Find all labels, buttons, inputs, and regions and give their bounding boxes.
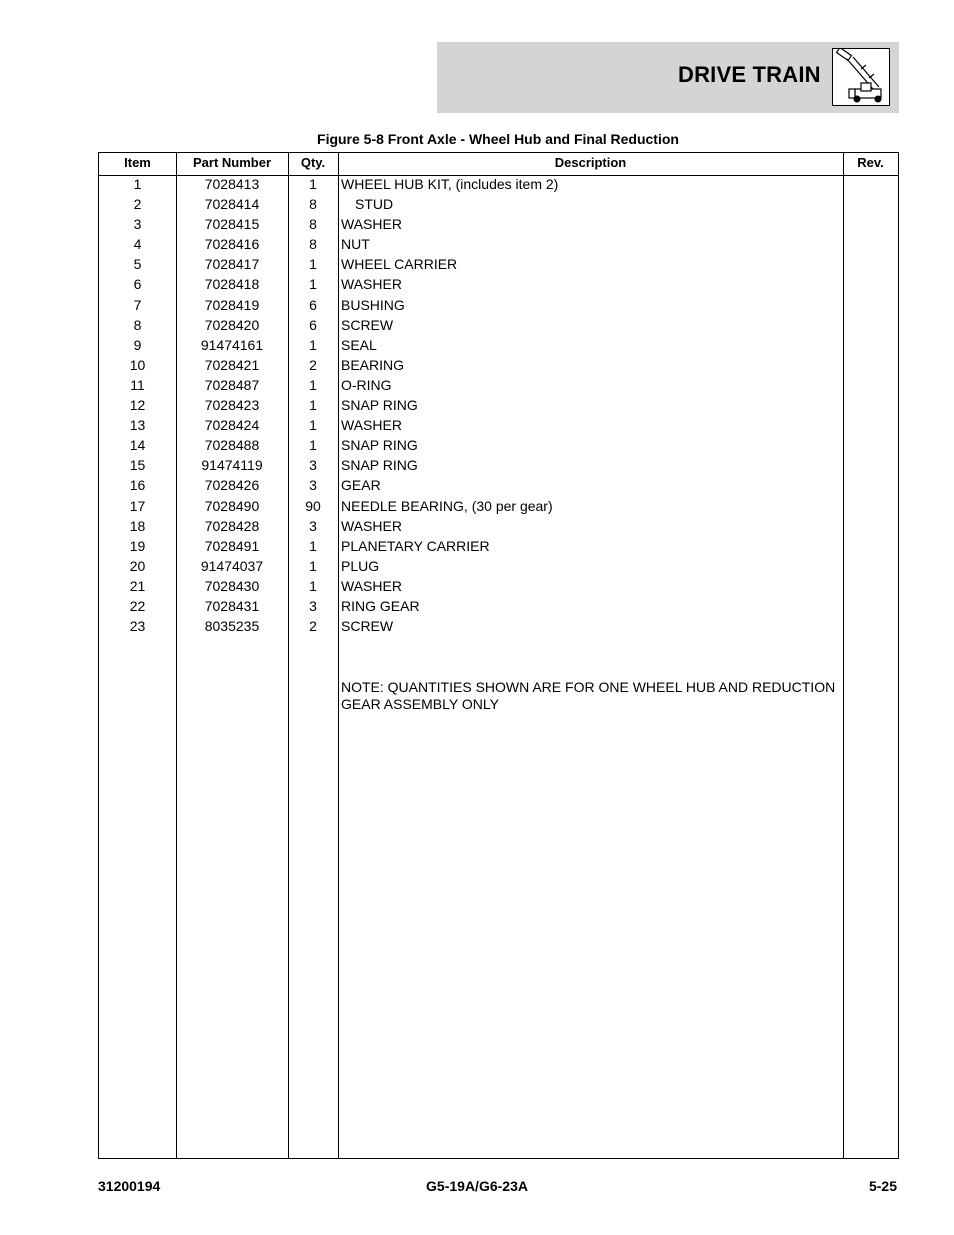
- table-row: [99, 216, 898, 236]
- description-cell: SNAP RING: [341, 437, 418, 454]
- description-cell: GEAR: [341, 477, 381, 494]
- item-cell: 4: [133, 236, 142, 253]
- item-cell: 7: [133, 296, 142, 313]
- description-cell: PLANETARY CARRIER: [341, 537, 490, 554]
- description-cell: SEAL: [341, 336, 377, 353]
- qty-cell: 3: [309, 457, 317, 474]
- part-number-cell: 7028421: [204, 356, 260, 373]
- header-rev: Rev.: [857, 155, 884, 170]
- part-number-cell: 7028415: [204, 216, 260, 233]
- part-number-cell: 7028414: [204, 196, 260, 213]
- item-cell: 18: [129, 517, 146, 534]
- table-row: [99, 256, 898, 276]
- item-cell: 23: [129, 618, 146, 635]
- qty-cell: 2: [309, 618, 317, 635]
- section-title: DRIVE TRAIN: [678, 62, 821, 87]
- description-cell: SCREW: [341, 316, 394, 333]
- table-row: [99, 236, 898, 256]
- part-number-cell: 8035235: [204, 618, 260, 635]
- item-cell: 20: [129, 557, 146, 574]
- table-note: [341, 679, 841, 713]
- description-cell: SNAP RING: [341, 397, 418, 414]
- item-cell: 13: [129, 417, 146, 434]
- item-cell: 3: [133, 216, 142, 233]
- qty-cell: 90: [305, 497, 321, 514]
- part-number-cell: 7028487: [204, 376, 260, 393]
- part-number-cell: 7028424: [204, 417, 260, 434]
- model-number: G5-19A/G6-23A: [426, 1178, 528, 1194]
- doc-number: 31200194: [98, 1178, 161, 1194]
- qty-cell: 1: [309, 417, 317, 434]
- item-cell: 10: [129, 356, 146, 373]
- description-cell: WASHER: [341, 577, 402, 594]
- table-row: [99, 317, 898, 337]
- qty-cell: 1: [309, 437, 317, 454]
- description-cell: WASHER: [341, 417, 402, 434]
- table-row: [99, 417, 898, 437]
- part-number-cell: 7028423: [204, 397, 260, 414]
- qty-cell: 1: [309, 376, 317, 393]
- part-number-cell: 7028416: [204, 236, 260, 253]
- qty-cell: 6: [309, 316, 317, 333]
- part-number-cell: 91474037: [200, 557, 264, 574]
- header-part-number: Part Number: [192, 155, 272, 170]
- part-number-cell: 7028431: [204, 597, 260, 614]
- description-cell: SCREW: [341, 618, 394, 635]
- table-row: [99, 357, 898, 377]
- part-number-cell: 7028490: [204, 497, 260, 514]
- header-band: [437, 42, 899, 113]
- item-cell: 16: [129, 477, 146, 494]
- page-number: 5-25: [868, 1178, 897, 1194]
- table-row: [99, 297, 898, 317]
- table-row: [99, 397, 898, 417]
- description-cell: BEARING: [341, 356, 405, 373]
- item-cell: 22: [129, 597, 146, 614]
- qty-cell: 1: [309, 557, 317, 574]
- part-number-cell: 7028413: [204, 176, 260, 192]
- qty-cell: 8: [309, 216, 317, 233]
- table-row: [99, 538, 898, 558]
- description-cell: O-RING: [341, 376, 392, 393]
- table-row: [99, 498, 898, 518]
- table-row: [99, 477, 898, 497]
- description-cell: WHEEL CARRIER: [341, 256, 458, 273]
- table-row: [99, 618, 898, 638]
- part-number-cell: 91474119: [201, 457, 263, 474]
- table-body: [99, 176, 898, 638]
- item-cell: 2: [133, 196, 142, 213]
- item-cell: 1: [133, 176, 142, 192]
- lift-truck-icon: [832, 48, 890, 106]
- table-row: [99, 437, 898, 457]
- item-cell: 12: [129, 397, 146, 414]
- header-qty: Qty.: [300, 155, 326, 170]
- qty-cell: 1: [309, 276, 317, 293]
- item-cell: 5: [133, 256, 142, 273]
- header-item: Item: [124, 155, 151, 170]
- qty-cell: 2: [309, 356, 317, 373]
- table-row: [99, 377, 898, 397]
- part-number-cell: 91474161: [200, 336, 264, 353]
- qty-cell: 1: [309, 577, 317, 594]
- qty-cell: 1: [309, 336, 317, 353]
- description-cell: STUD: [355, 196, 394, 213]
- table-row: [99, 276, 898, 296]
- table-row: [99, 337, 898, 357]
- note-line: NOTE: QUANTITIES SHOWN ARE FOR ONE WHEEL HUB AND REDUCTION: [341, 679, 836, 695]
- description-cell: WASHER: [341, 216, 402, 233]
- item-cell: 19: [129, 537, 146, 554]
- parts-table: [98, 152, 899, 1159]
- description-cell: NEEDLE BEARING, (30 per gear): [341, 497, 553, 514]
- item-cell: 11: [130, 376, 145, 393]
- qty-cell: 3: [309, 517, 317, 534]
- description-cell: RING GEAR: [341, 597, 420, 614]
- item-cell: 14: [129, 437, 146, 454]
- table-row: [99, 176, 898, 196]
- part-number-cell: 7028417: [204, 256, 260, 273]
- qty-cell: 1: [309, 256, 317, 273]
- part-number-cell: 7028488: [204, 437, 260, 454]
- item-cell: 8: [133, 316, 142, 333]
- item-cell: 21: [129, 577, 146, 594]
- description-cell: WASHER: [341, 276, 402, 293]
- part-number-cell: 7028420: [204, 316, 260, 333]
- part-number-cell: 7028428: [204, 517, 260, 534]
- note-line: GEAR ASSEMBLY ONLY: [341, 696, 499, 712]
- qty-cell: 3: [309, 597, 317, 614]
- qty-cell: 1: [309, 537, 317, 554]
- part-number-cell: 7028426: [204, 477, 260, 494]
- description-cell: BUSHING: [341, 296, 405, 313]
- qty-cell: 3: [309, 477, 317, 494]
- table-row: [99, 558, 898, 578]
- description-cell: WASHER: [341, 517, 402, 534]
- item-cell: 6: [133, 276, 142, 293]
- header-description: Description: [554, 155, 627, 170]
- description-cell: PLUG: [341, 557, 380, 574]
- qty-cell: 8: [309, 196, 317, 213]
- qty-cell: 1: [309, 176, 317, 192]
- qty-cell: 6: [309, 296, 317, 313]
- qty-cell: 1: [309, 397, 317, 414]
- item-cell: 9: [133, 336, 142, 353]
- description-cell: WHEEL HUB KIT, (includes item 2): [341, 176, 559, 192]
- figure-title: Figure 5-8 Front Axle - Wheel Hub and Final Reduction: [317, 131, 679, 147]
- description-cell: NUT: [341, 236, 370, 253]
- table-row: [99, 518, 898, 538]
- qty-cell: 8: [309, 236, 317, 253]
- item-cell: 17: [129, 497, 146, 514]
- table-row: [99, 578, 898, 598]
- table-row: [99, 196, 898, 216]
- item-cell: 15: [129, 457, 146, 474]
- table-row: [99, 457, 898, 477]
- description-cell: SNAP RING: [341, 457, 418, 474]
- part-number-cell: 7028491: [204, 537, 260, 554]
- table-row: [99, 598, 898, 618]
- part-number-cell: 7028419: [204, 296, 260, 313]
- part-number-cell: 7028418: [204, 276, 260, 293]
- part-number-cell: 7028430: [204, 577, 260, 594]
